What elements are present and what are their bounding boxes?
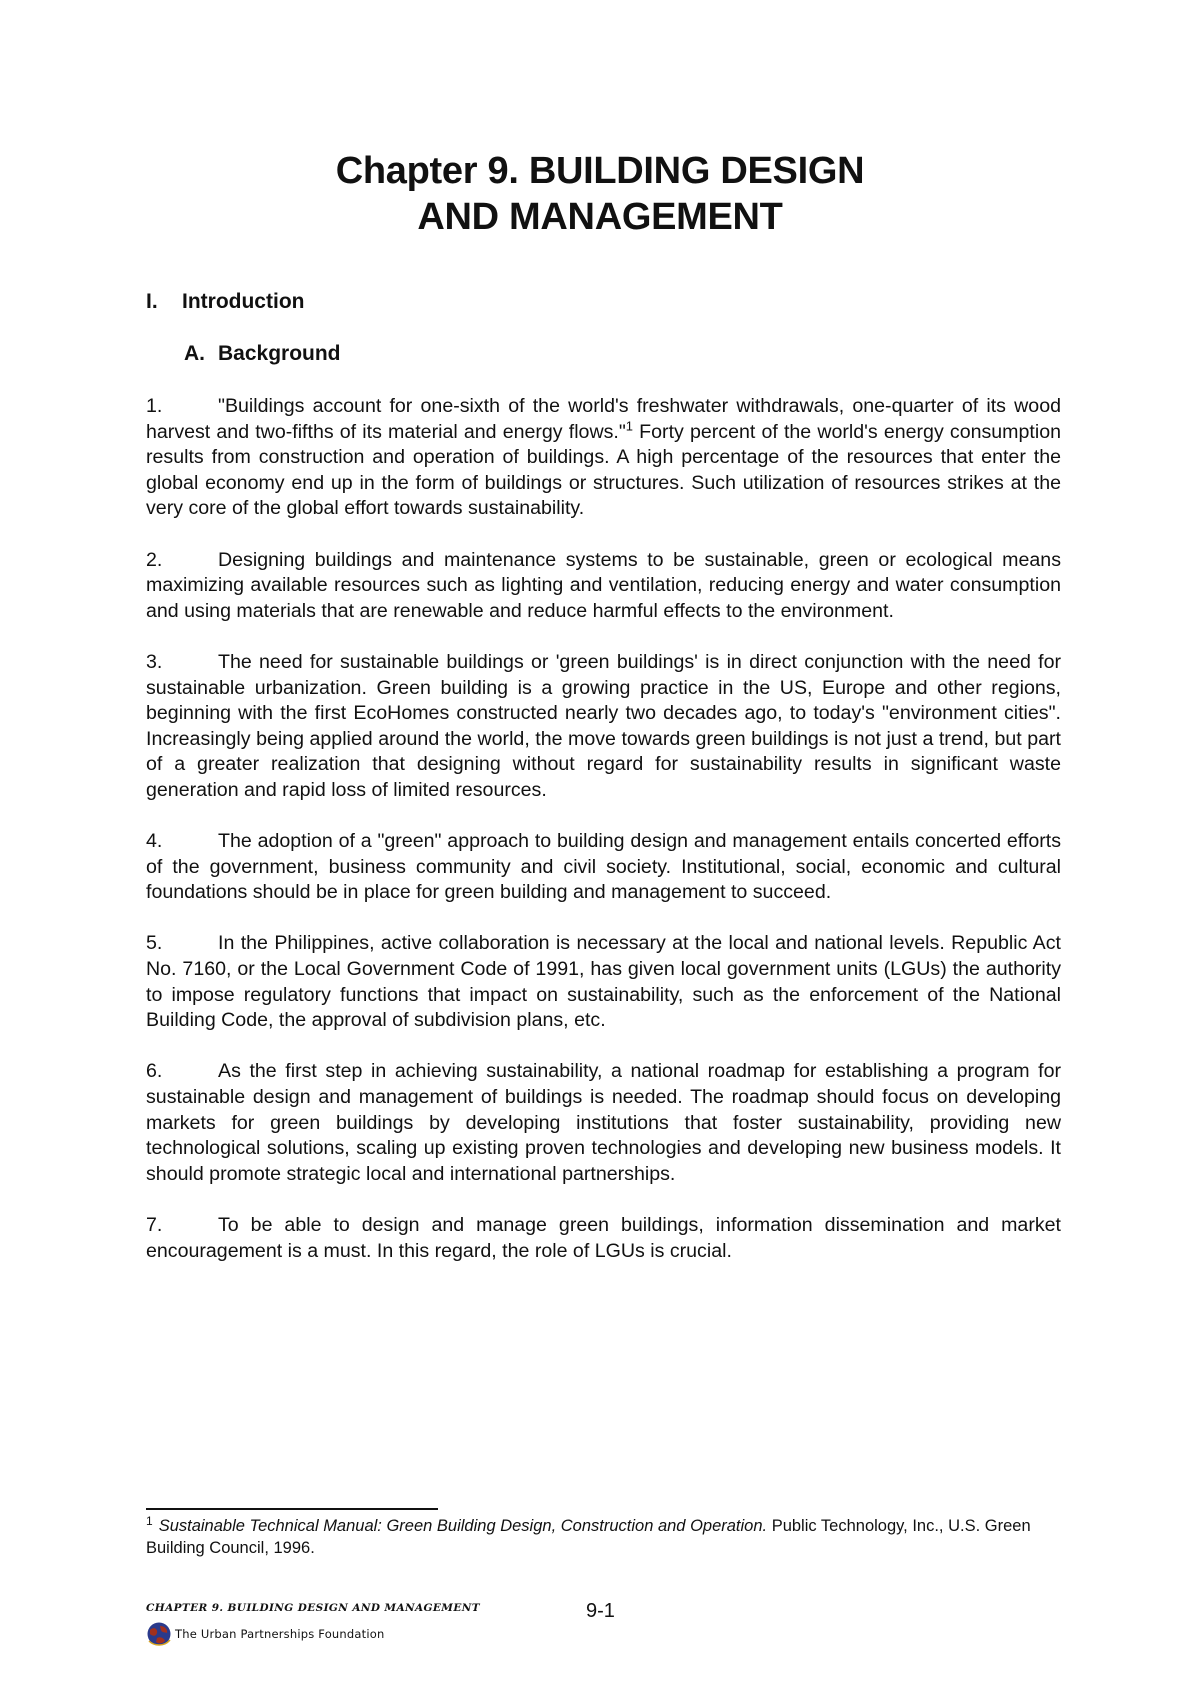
chapter-title xyxy=(0,148,1200,240)
paragraph-number: 7. xyxy=(146,1214,163,1236)
section-label: Introduction xyxy=(182,290,305,313)
body-text xyxy=(146,394,1061,1290)
globe-logo-icon xyxy=(146,1621,172,1647)
organization-name: The Urban Partnerships Foundation xyxy=(175,1627,385,1641)
subsection-letter: A. xyxy=(184,342,205,365)
footnote-title: Sustainable Technical Manual: Green Building Design, Construction and Operation. xyxy=(158,1517,768,1535)
paragraph-3 xyxy=(146,650,1061,804)
section-heading xyxy=(146,290,304,314)
paragraph-number: 3. xyxy=(146,650,163,673)
paragraph-text: The adoption of a "green" approach to building design and management entails concerted efforts of the government, business community and civil society. Institutional, social, economic and cultural foundations should be in place for green building and management to succeed. xyxy=(146,830,1061,904)
paragraph-number: 6. xyxy=(146,1060,163,1083)
paragraph-text: The need for sustainable buildings or 'green buildings' is in direct conjunction with the need for sustainable urbanization. Green building is a growing practice in the US, Europe and other regions, beginning with the first EcoHomes constructed nearly two decades ago, to today's "environment cities". Increasingly being applied around the world, the move towards green buildings is not just a trend, but part of a greater realization that designing without regard for sustainability results in significant waste generation and rapid loss of limited resources. xyxy=(146,650,1061,801)
paragraph-6 xyxy=(146,1059,1061,1187)
chapter-title-line-1: Chapter 9. BUILDING DESIGN xyxy=(335,150,865,192)
chapter-title-line-2: AND MANAGEMENT xyxy=(417,196,783,238)
subsection-heading xyxy=(184,342,341,366)
subsection-label: Background xyxy=(218,342,341,365)
footer-chapter-title: CHAPTER 9. BUILDING DESIGN AND MANAGEMENT xyxy=(146,1602,480,1614)
paragraph-number: 4. xyxy=(146,830,163,853)
paragraph-text: Designing buildings and maintenance systems to be sustainable, green or ecological means maximizing available resources such as lighting and ventilation, reducing energy and water consumption and using materials that are renewable and reduce harmful effects to the environment. xyxy=(146,548,1061,622)
paragraph-2 xyxy=(146,548,1061,625)
paragraph-text-continued: Forty percent of the world's energy consumption results from construction and operation of buildings. A high percentage of the resources that enter the global economy end up in the form of buildings or structures. Such utilization of resources strikes at the very core of the global effort towards sustainability. xyxy=(146,420,1061,520)
paragraph-number: 5. xyxy=(146,932,163,955)
footnote-divider xyxy=(146,1508,438,1510)
paragraph-number: 2. xyxy=(146,548,163,571)
paragraph-4 xyxy=(146,829,1061,906)
paragraph-text: As the first step in achieving sustainability, a national roadmap for establishing a program for sustainable design and management of buildings is needed. The roadmap should focus on developing markets for green buildings by developing institutions that foster sustainability, providing new technological solutions, scaling up existing proven technologies and developing new business models. It should promote strategic local and international partnerships. xyxy=(146,1060,1061,1185)
section-number: I. xyxy=(146,290,158,313)
footnote-reference[interactable]: 1 xyxy=(625,418,634,434)
paragraph-text: To be able to design and manage green buildings, information dissemination and market encouragement is a must. In this regard, the role of LGUs is crucial. xyxy=(146,1214,1061,1262)
paragraph-text: "Buildings account for one-sixth of the world's freshwater withdrawals, one-quarter of its wood harvest and two-fifths of its material and energy flows." xyxy=(146,395,1061,443)
footnote-citation: Public Technology, Inc., U.S. Green Building Council, 1996. xyxy=(146,1517,1031,1557)
paragraph-1 xyxy=(146,394,1061,522)
page-number: 9-1 xyxy=(586,1600,615,1622)
footnote-marker: 1 xyxy=(146,1513,153,1528)
paragraph-5 xyxy=(146,931,1061,1033)
footer-organization xyxy=(146,1621,385,1647)
footnote xyxy=(146,1515,1046,1559)
paragraph-text: In the Philippines, active collaboration is necessary at the local and national levels. Republic Act No. 7160, or the Local Government Code of 1991, has given local government units (LGUs) the authority to impose regulatory functions that impact on sustainability, such as the enforcement of the National Building Code, the approval of subdivision plans, etc. xyxy=(146,932,1061,1032)
paragraph-7 xyxy=(146,1213,1061,1264)
paragraph-number: 1. xyxy=(146,395,163,417)
